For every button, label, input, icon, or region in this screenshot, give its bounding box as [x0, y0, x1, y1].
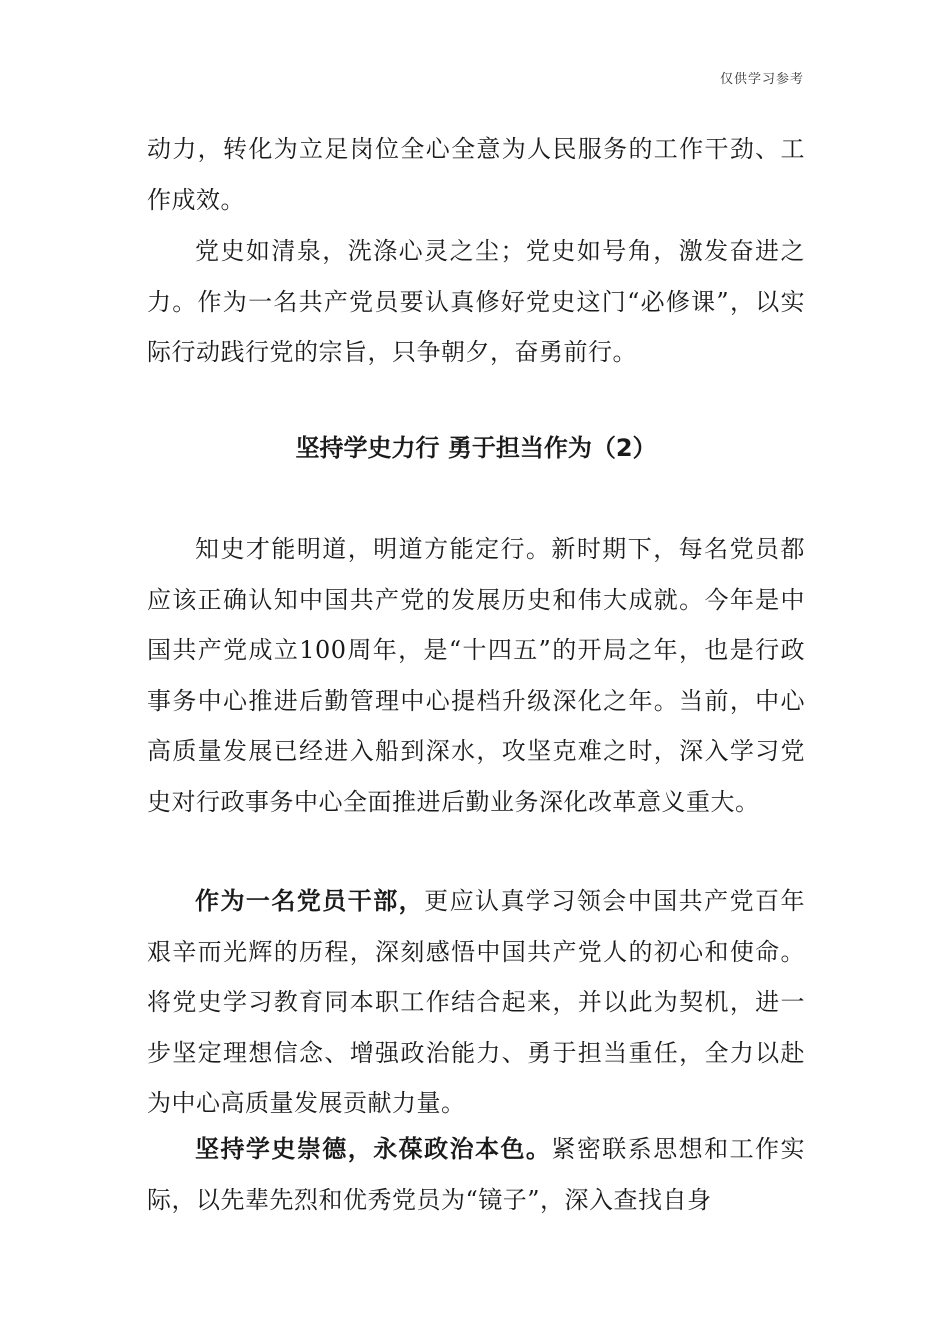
paragraph-body: 紧密联系思想和工作实际，以先辈先烈和优秀党员为“镜子”，深入查找自身	[147, 1135, 805, 1214]
paragraph-body: 更应认真学习领会中国共产党百年艰辛而光辉的历程，深刻感悟中国共产党人的初心和使命。将党史学习教育同本职工作结合起来，并以此为契机，进一步坚定理想信念、增强政治能力、勇于担当重任，全力以赴为中心高质量发展贡献力量。	[147, 887, 805, 1117]
paragraph-cadre	[147, 876, 805, 1129]
header-note: 仅供学习参考	[719, 72, 804, 87]
paragraph-lead-bold: 坚持学史崇德，永葆政治本色。	[195, 1135, 552, 1163]
paragraph-closing: 党史如清泉，洗涤心灵之尘；党史如号角，激发奋进之力。作为一名共产党员要认真修好党史这门“必修课”，以实际行动践行党的宗旨，只争朝夕，奋勇前行。	[147, 237, 805, 366]
section-heading: 坚持学史力行 勇于担当作为（2）	[295, 434, 657, 462]
paragraph-continuation: 动力，转化为立足岗位全心全意为人民服务的工作干劲、工作成效。	[147, 135, 805, 214]
paragraph-lead-bold: 作为一名党员干部，	[195, 887, 425, 915]
paragraph-intro: 知史才能明道，明道方能定行。新时期下，每名党员都应该正确认知中国共产党的发展历史和伟大成就。今年是中国共产党成立100周年，是“十四五”的开局之年，也是行政事务中心推进后勤管理中心提档升级深化之年。当前，中心高质量发展已经进入船到深水，攻坚克难之时，深入学习党史对行政事务中心全面推进后勤业务深化改革意义重大。	[147, 535, 805, 816]
paragraph-virtue	[147, 1124, 805, 1225]
